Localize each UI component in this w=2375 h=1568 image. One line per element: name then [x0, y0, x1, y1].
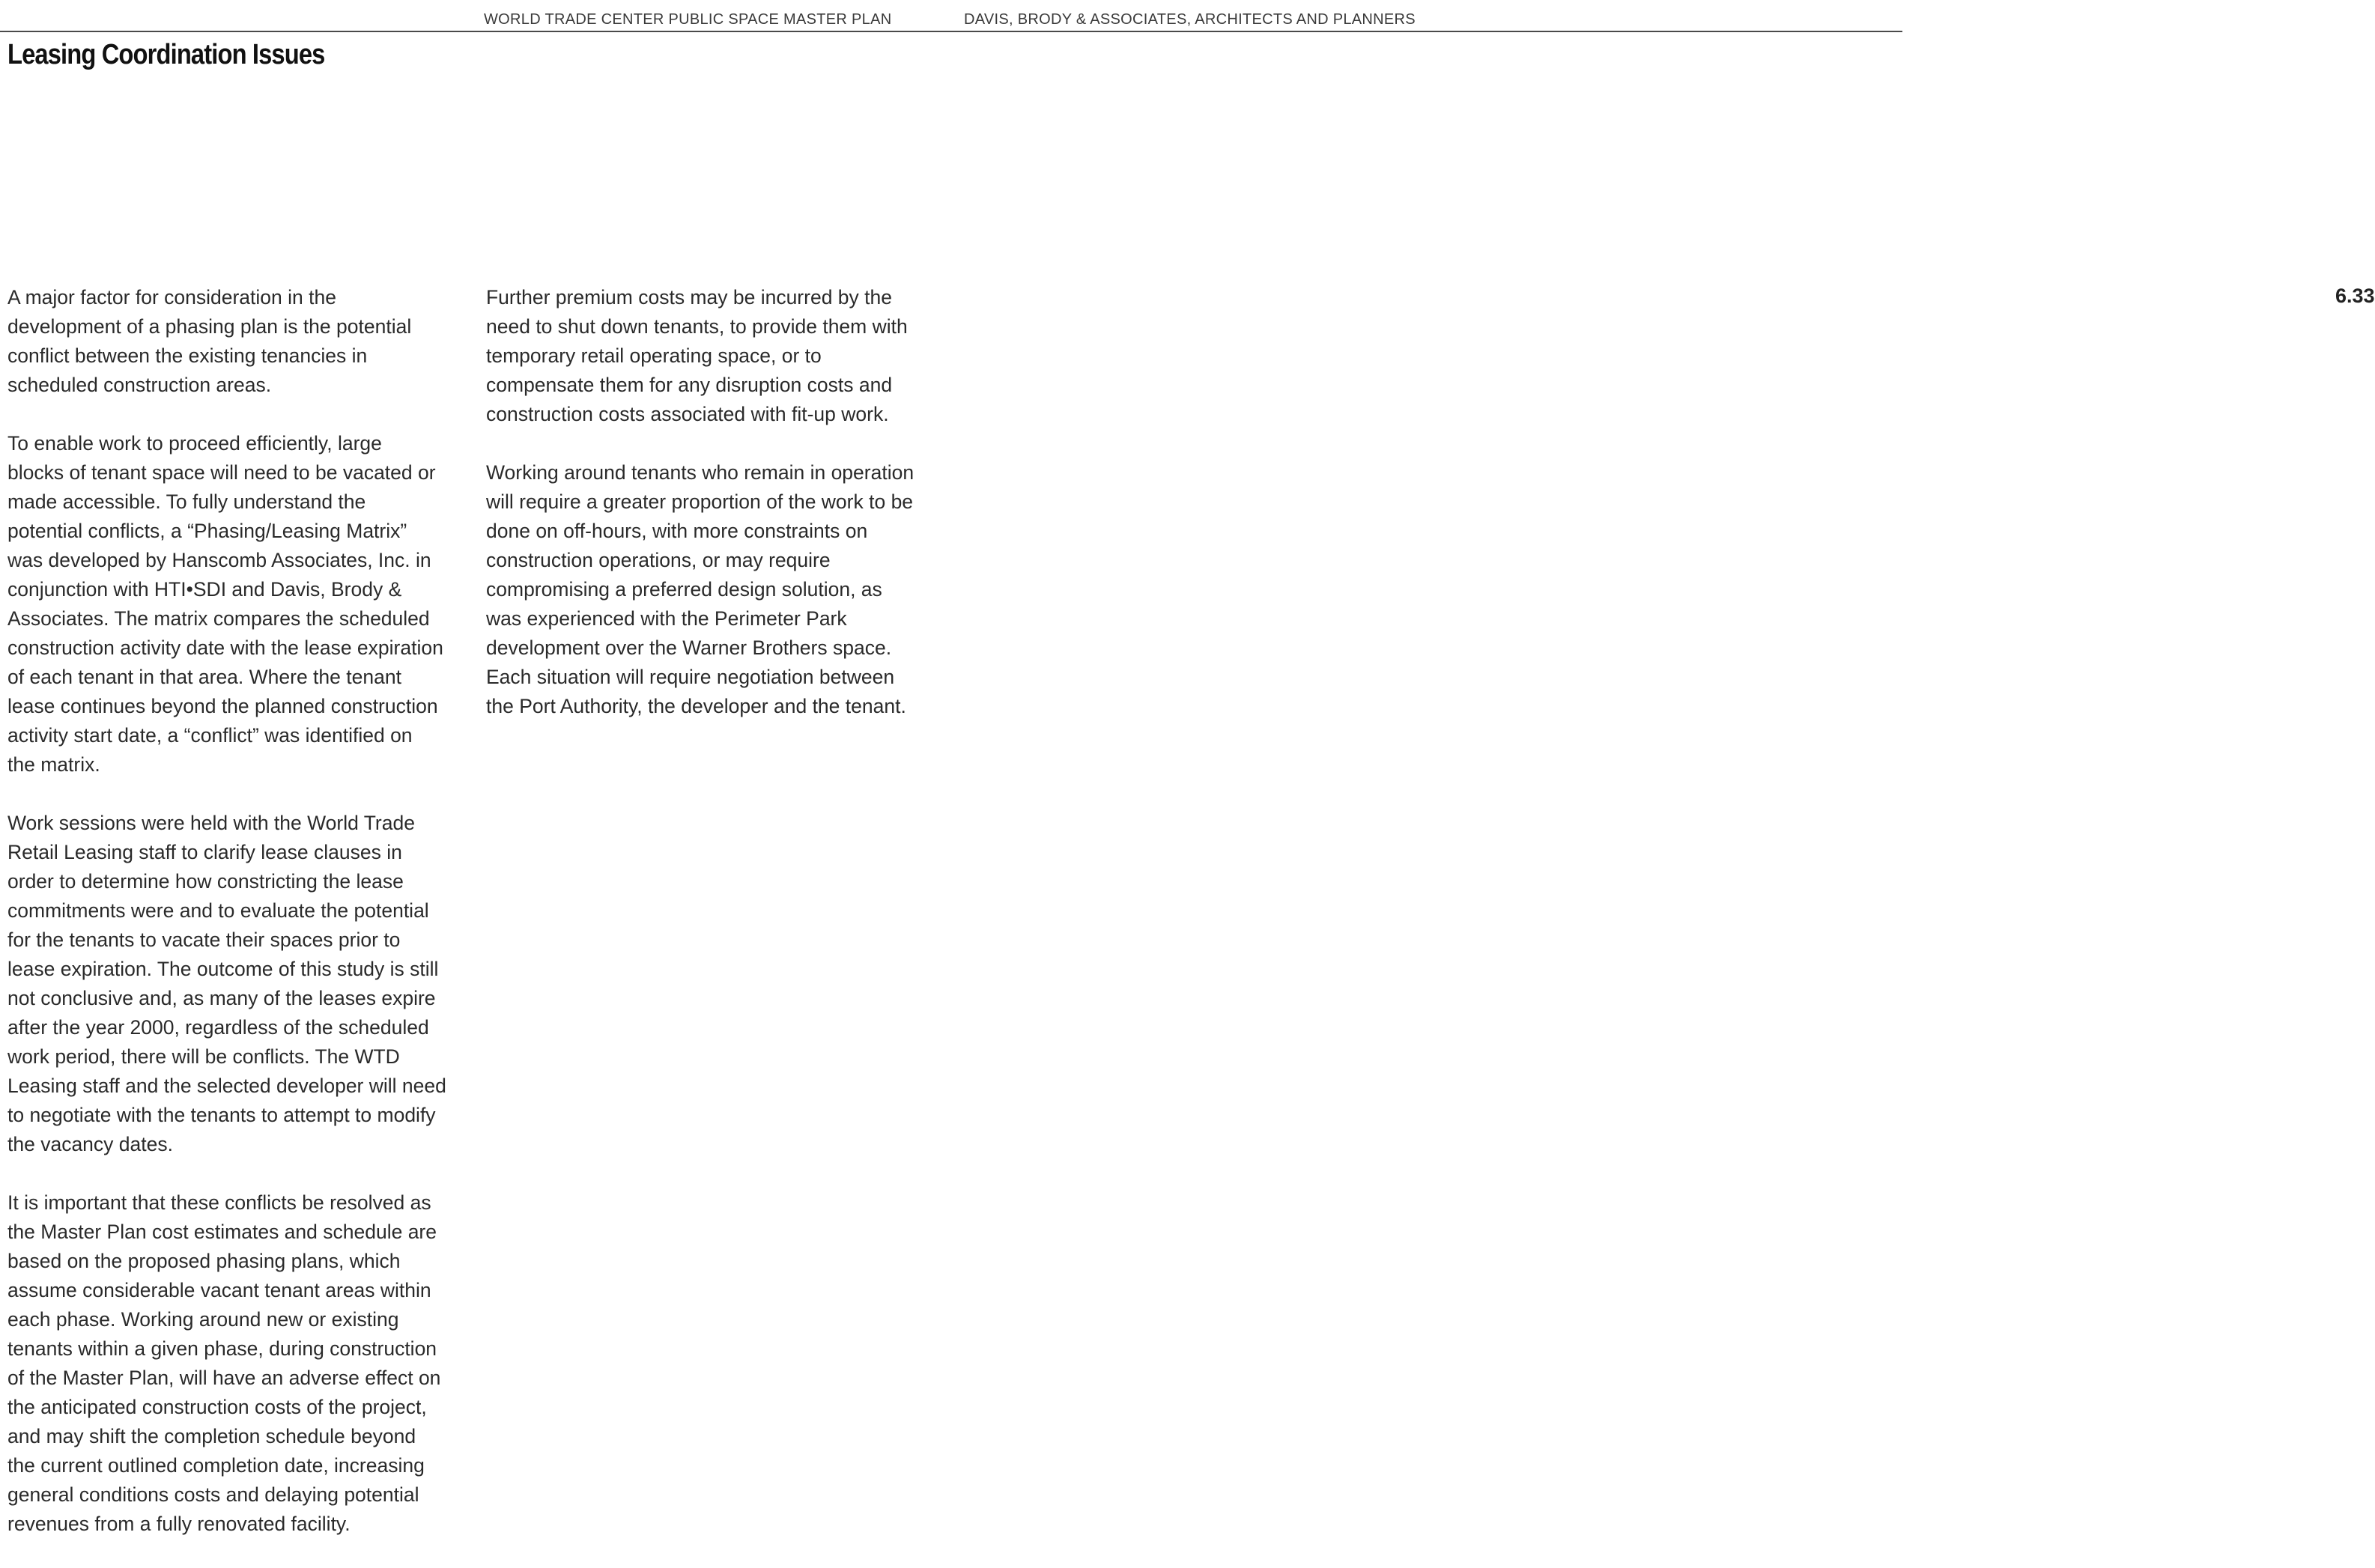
text-line: construction activity date with the lease expiration — [7, 636, 443, 659]
text-line: each phase. Working around new or existing — [7, 1308, 399, 1331]
header-firm-name: DAVIS, BRODY & ASSOCIATES, ARCHITECTS AND PLANNERS — [964, 11, 1416, 28]
header-divider — [0, 31, 1902, 32]
paragraph — [486, 458, 950, 721]
text-line: construction operations, or may require — [486, 549, 831, 571]
text-line: of the Master Plan, will have an adverse effect on — [7, 1367, 441, 1389]
text-line: tenants within a given phase, during construction — [7, 1337, 437, 1360]
text-line: conflict between the existing tenancies in — [7, 344, 368, 367]
text-line: compensate them for any disruption costs and — [486, 374, 893, 396]
text-line: To enable work to proceed efficiently, large — [7, 432, 382, 455]
text-line: development of a phasing plan is the potential — [7, 315, 412, 338]
text-line: need to shut down tenants, to provide them with — [486, 315, 908, 338]
text-line: the matrix. — [7, 753, 100, 776]
page-number: 6.33 — [2335, 285, 2375, 307]
paragraph — [7, 809, 472, 1159]
paragraph — [7, 429, 472, 780]
text-line: was developed by Hanscomb Associates, Inc. in — [7, 549, 431, 571]
text-line: development over the Warner Brothers space. — [486, 636, 892, 659]
text-line: construction costs associated with fit-up work. — [486, 403, 889, 425]
text-line: Leasing staff and the selected developer will need — [7, 1075, 446, 1097]
text-line: Associates. The matrix compares the scheduled — [7, 607, 430, 630]
right-text-column — [486, 283, 950, 750]
text-line: work period, there will be conflicts. The WTD — [7, 1045, 400, 1068]
text-line: the anticipated construction costs of the project, — [7, 1396, 427, 1418]
text-line: Each situation will require negotiation between — [486, 666, 895, 688]
text-line: the Port Authority, the developer and the tenant. — [486, 695, 906, 717]
text-line: after the year 2000, regardless of the scheduled — [7, 1016, 429, 1039]
text-line: the current outlined completion date, increasing — [7, 1454, 425, 1477]
text-line: will require a greater proportion of the work to be — [486, 490, 914, 513]
text-line: A major factor for consideration in the — [7, 286, 336, 309]
text-line: assume considerable vacant tenant areas within — [7, 1279, 431, 1301]
text-line: conjunction with HTI•SDI and Davis, Brody & — [7, 578, 402, 601]
text-line: to negotiate with the tenants to attempt to modify — [7, 1104, 436, 1126]
text-line: done on off-hours, with more constraints on — [486, 520, 868, 542]
paragraph — [7, 1188, 472, 1539]
text-line: Retail Leasing staff to clarify lease clauses in — [7, 841, 402, 863]
text-line: blocks of tenant space will need to be vacated or — [7, 461, 436, 484]
left-text-column — [7, 283, 472, 1568]
text-line: was experienced with the Perimeter Park — [486, 607, 847, 630]
text-line: activity start date, a “conflict” was identified on — [7, 724, 413, 747]
text-line: Work sessions were held with the World Trade — [7, 812, 415, 834]
text-line: commitments were and to evaluate the potential — [7, 899, 429, 922]
text-line: Further premium costs may be incurred by the — [486, 286, 892, 309]
text-line: of each tenant in that area. Where the tenant — [7, 666, 401, 688]
text-line: for the tenants to vacate their spaces prior to — [7, 929, 401, 951]
text-line: the vacancy dates. — [7, 1133, 173, 1155]
page-title: Leasing Coordination Issues — [7, 39, 325, 70]
text-line: scheduled construction areas. — [7, 374, 272, 396]
text-line: not conclusive and, as many of the leases expire — [7, 987, 436, 1009]
text-line: revenues from a fully renovated facility. — [7, 1513, 351, 1535]
text-line: and may shift the completion schedule beyond — [7, 1425, 416, 1447]
text-line: It is important that these conflicts be resolved as — [7, 1191, 431, 1214]
text-line: temporary retail operating space, or to — [486, 344, 822, 367]
text-line: based on the proposed phasing plans, which — [7, 1250, 401, 1272]
text-line: the Master Plan cost estimates and schedule are — [7, 1221, 437, 1243]
paragraph — [486, 283, 950, 429]
text-line: potential conflicts, a “Phasing/Leasing Matrix” — [7, 520, 407, 542]
paragraph — [7, 283, 472, 400]
text-line: Working around tenants who remain in operation — [486, 461, 914, 484]
text-line: general conditions costs and delaying potential — [7, 1483, 419, 1506]
text-line: made accessible. To fully understand the — [7, 490, 366, 513]
text-line: order to determine how constricting the lease — [7, 870, 404, 893]
text-line: lease expiration. The outcome of this study is still — [7, 958, 439, 980]
header-project-title: WORLD TRADE CENTER PUBLIC SPACE MASTER PLAN — [484, 11, 892, 28]
text-line: compromising a preferred design solution, as — [486, 578, 882, 601]
text-line: lease continues beyond the planned construction — [7, 695, 438, 717]
